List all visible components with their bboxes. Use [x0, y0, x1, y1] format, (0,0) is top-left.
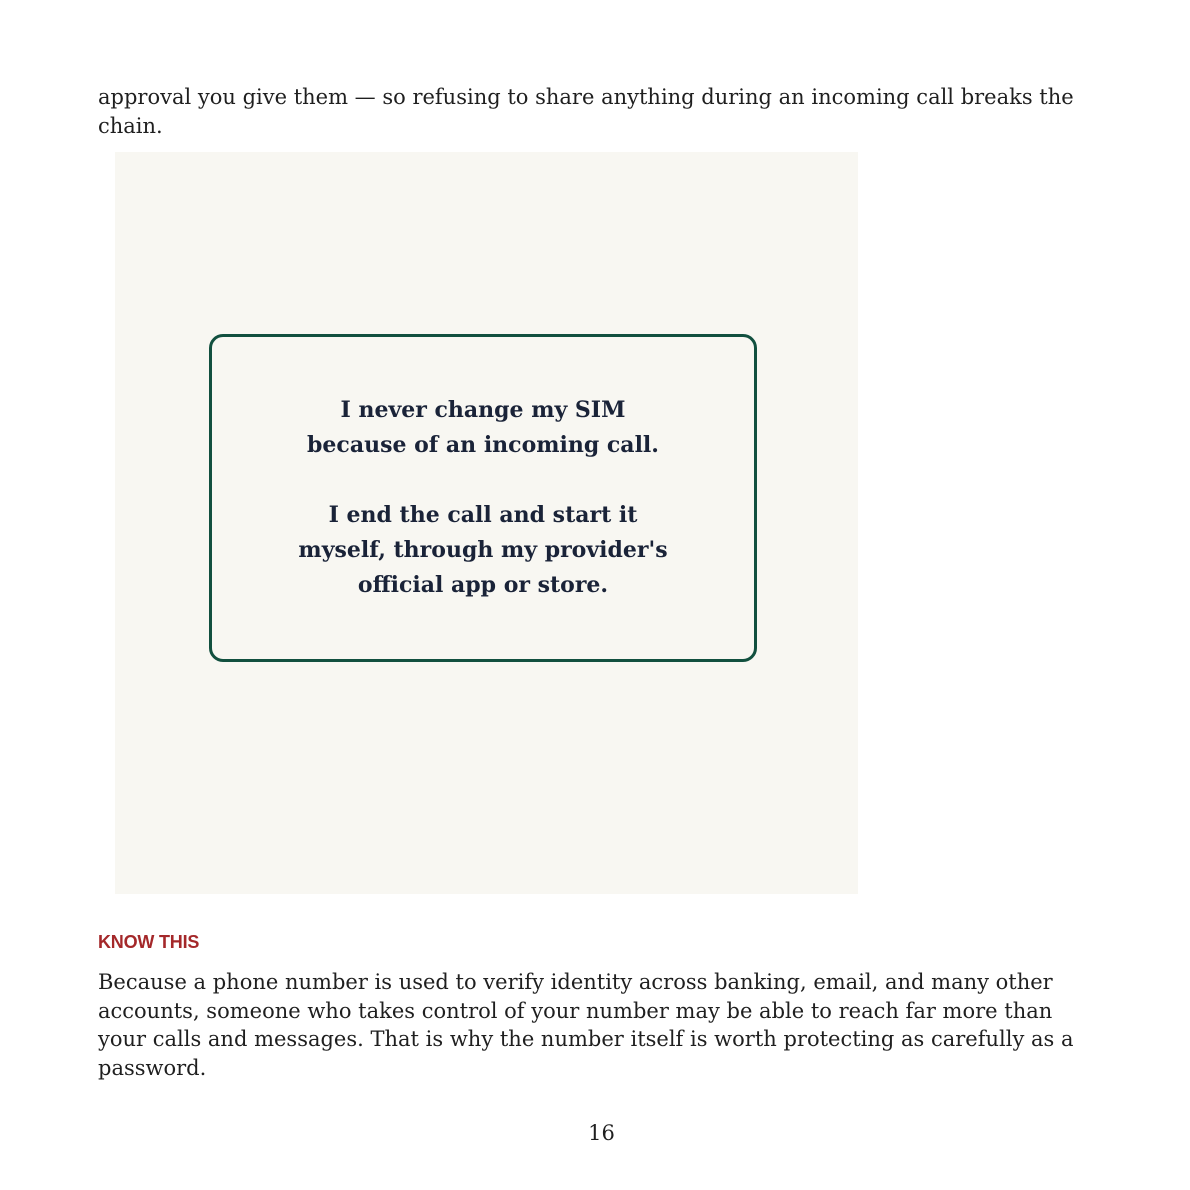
pledge-statement-2: I end the call and start it myself, through my provider's official app or store. [298, 502, 668, 598]
pledge-card [209, 334, 757, 662]
figure-illustration [115, 152, 858, 894]
pledge-statement-1: I never change my SIM because of an incoming call. [307, 397, 659, 458]
callout-label: KNOW THIS [98, 932, 200, 952]
intro-paragraph: approval you give them — so refusing to share anything during an incoming call breaks the chain. [98, 85, 1074, 138]
callout-paragraph: Because a phone number is used to verify identity across banking, email, and many other accounts, someone who takes control of your number may be able to reach far more than your calls and messages. That is why the number itself is worth protecting as carefully as a password. [98, 970, 1074, 1080]
page-number: 16 [588, 1121, 615, 1145]
